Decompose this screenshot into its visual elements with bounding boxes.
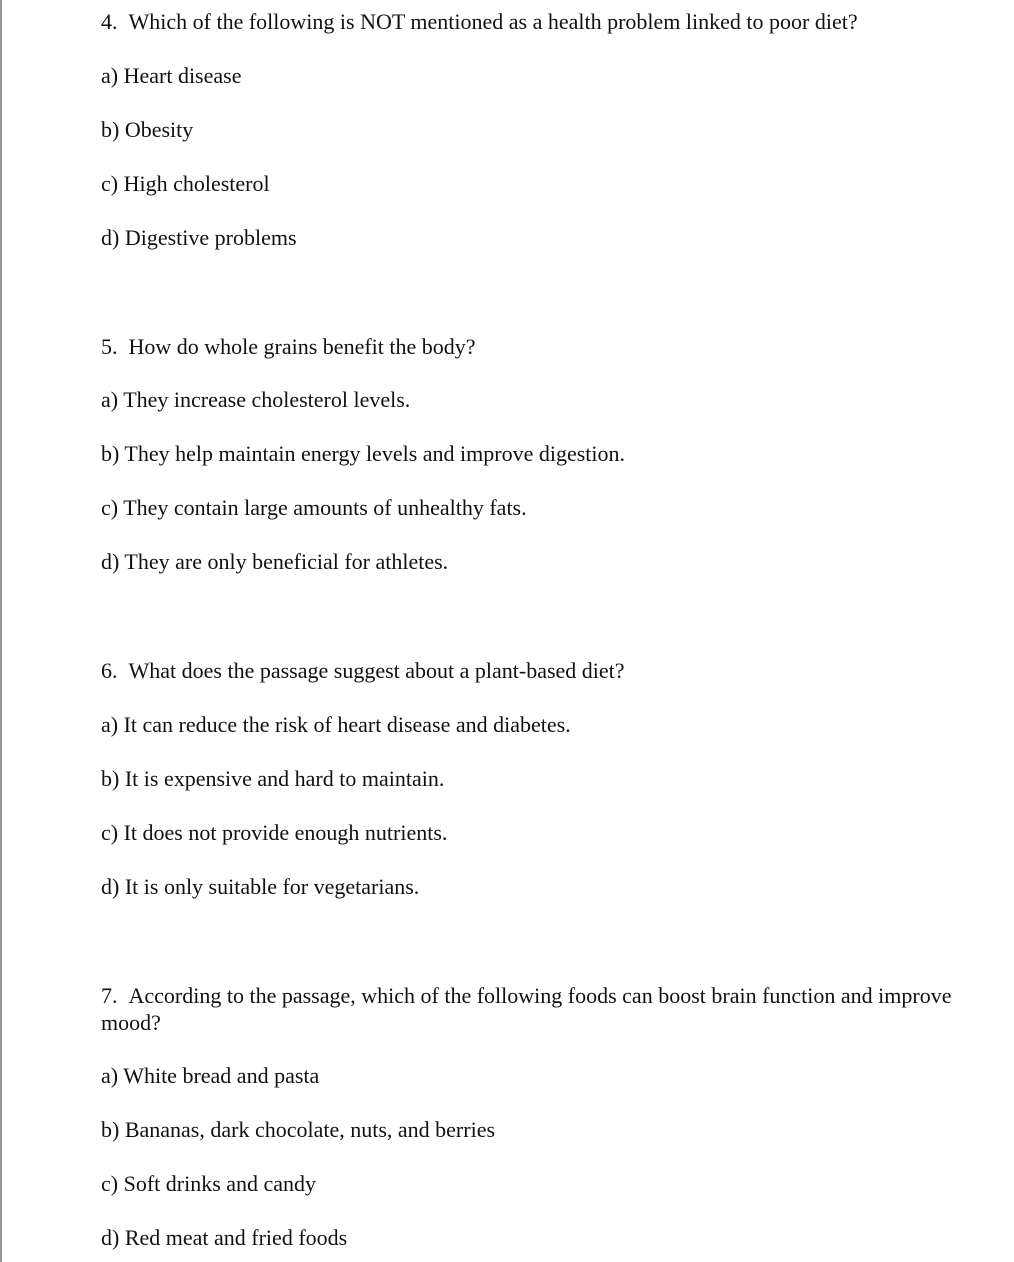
question-6-prompt [101,649,1011,684]
question-text: Which of the following is NOT mentioned as a health problem linked to poor diet? [128,9,858,34]
question-4-prompt [101,0,1011,35]
question-7-option-d: d) Red meat and fried foods [101,1225,348,1250]
question-5-option-b: b) They help maintain energy levels and improve digestion. [101,441,626,466]
question-number: 7. [101,983,118,1008]
question-4-option-a: a) Heart disease [101,63,242,88]
question-4 [101,0,1011,35]
question-4-option-b: b) Obesity [101,117,194,142]
question-number: 5. [101,334,118,359]
question-7-option-c: c) Soft drinks and candy [101,1171,317,1196]
question-4-option-c: c) High cholesterol [101,171,270,196]
question-number: 6. [101,658,118,683]
question-number: 4. [101,9,118,34]
question-6-option-d: d) It is only suitable for vegetarians. [101,874,420,899]
question-5-option-a: a) They increase cholesterol levels. [101,387,411,412]
question-6-option-a: a) It can reduce the risk of heart disease and diabetes. [101,712,571,737]
question-5-option-d: d) They are only beneficial for athletes. [101,549,449,574]
question-6-option-c: c) It does not provide enough nutrients. [101,820,448,845]
question-4-option-d: d) Digestive problems [101,225,297,250]
question-text: How do whole grains benefit the body? [128,334,476,359]
question-7-prompt [101,974,1011,1036]
question-text: According to the passage, which of the following foods can boost brain function and improve mood? [101,983,952,1035]
question-text: What does the passage suggest about a plant-based diet? [128,658,625,683]
page-left-border [0,0,2,1262]
question-5-prompt [101,325,1011,360]
question-6-option-b: b) It is expensive and hard to maintain. [101,766,445,791]
question-7-option-b: b) Bananas, dark chocolate, nuts, and berries [101,1117,496,1142]
question-6 [101,649,1011,684]
question-7 [101,974,1011,1036]
question-7-option-a: a) White bread and pasta [101,1063,320,1088]
question-5-option-c: c) They contain large amounts of unhealthy fats. [101,495,527,520]
question-5 [101,325,1011,360]
